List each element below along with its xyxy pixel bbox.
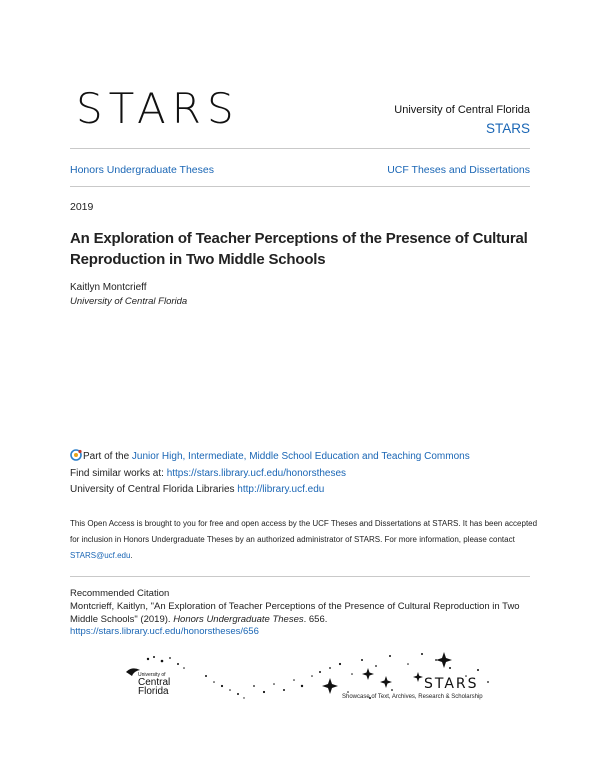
libraries-link[interactable]: http://library.ucf.edu	[237, 484, 325, 495]
ucf-logo-small: University of	[138, 672, 166, 678]
similar-prefix: Find similar works at:	[70, 467, 167, 479]
ucf-logo-line2: Florida	[138, 686, 169, 697]
related-links	[70, 449, 540, 499]
university-name: University of Central Florida	[394, 104, 530, 116]
citation-series: Honors Undergraduate Theses	[173, 613, 304, 625]
citation-url-link[interactable]: https://stars.library.ucf.edu/honorstheses/656	[70, 626, 259, 637]
breadcrumb-divider	[70, 186, 530, 187]
author-affiliation: University of Central Florida	[70, 296, 188, 307]
similar-works-row	[70, 466, 540, 483]
header-divider	[70, 148, 530, 149]
ucf-logo	[138, 672, 170, 696]
honors-theses-link[interactable]: Honors Undergraduate Theses	[70, 164, 214, 176]
publication-year: 2019	[70, 201, 94, 213]
similar-works-link[interactable]: https://stars.library.ucf.edu/honorstheses	[166, 467, 347, 479]
stars-link[interactable]: STARS	[485, 121, 530, 136]
citation-number: . 656.	[303, 613, 328, 625]
ucf-theses-link[interactable]: UCF Theses and Dissertations	[387, 164, 530, 176]
part-of-row	[70, 449, 540, 466]
part-of-prefix: Part of the	[83, 451, 132, 462]
open-access-notice	[70, 516, 540, 564]
libraries-prefix: University of Central Florida Libraries	[70, 484, 238, 495]
access-suffix: .	[130, 551, 133, 560]
contact-email-link[interactable]: STARS@ucf.edu	[70, 551, 131, 560]
commons-link[interactable]: Junior High, Intermediate, Middle School Education and Teaching Commons	[131, 451, 470, 462]
footer-tagline: Showcase of Text, Archives, Research & Scholarship	[342, 694, 483, 700]
access-text: This Open Access is brought to you for free and open access by the UCF Theses and Dissertations at STARS. It has been accepted for inclusion in Honors Undergraduate Theses by an authorized administrator of STARS. For more information, please contact	[70, 519, 538, 544]
stars-logo[interactable]: STARS	[76, 84, 240, 133]
ucf-logo-line1: Central	[138, 677, 171, 688]
citation-body	[70, 601, 540, 639]
citation-divider	[70, 576, 530, 577]
network-commons-icon	[70, 449, 82, 461]
citation-heading: Recommended Citation	[70, 588, 170, 599]
document-title: An Exploration of Teacher Perceptions of the Presence of Cultural Reproduction in Two Middle Schools	[70, 230, 528, 268]
libraries-row	[70, 482, 540, 499]
citation-text: Montcrieff, Kaitlyn, "An Exploration of Teacher Perceptions of the Presence of Cultural Reproduction in Two Middle Schools" (2019).	[70, 601, 520, 625]
footer-stars-logo: STARS	[424, 676, 479, 692]
author-name: Kaitlyn Montcrieff	[70, 282, 147, 293]
